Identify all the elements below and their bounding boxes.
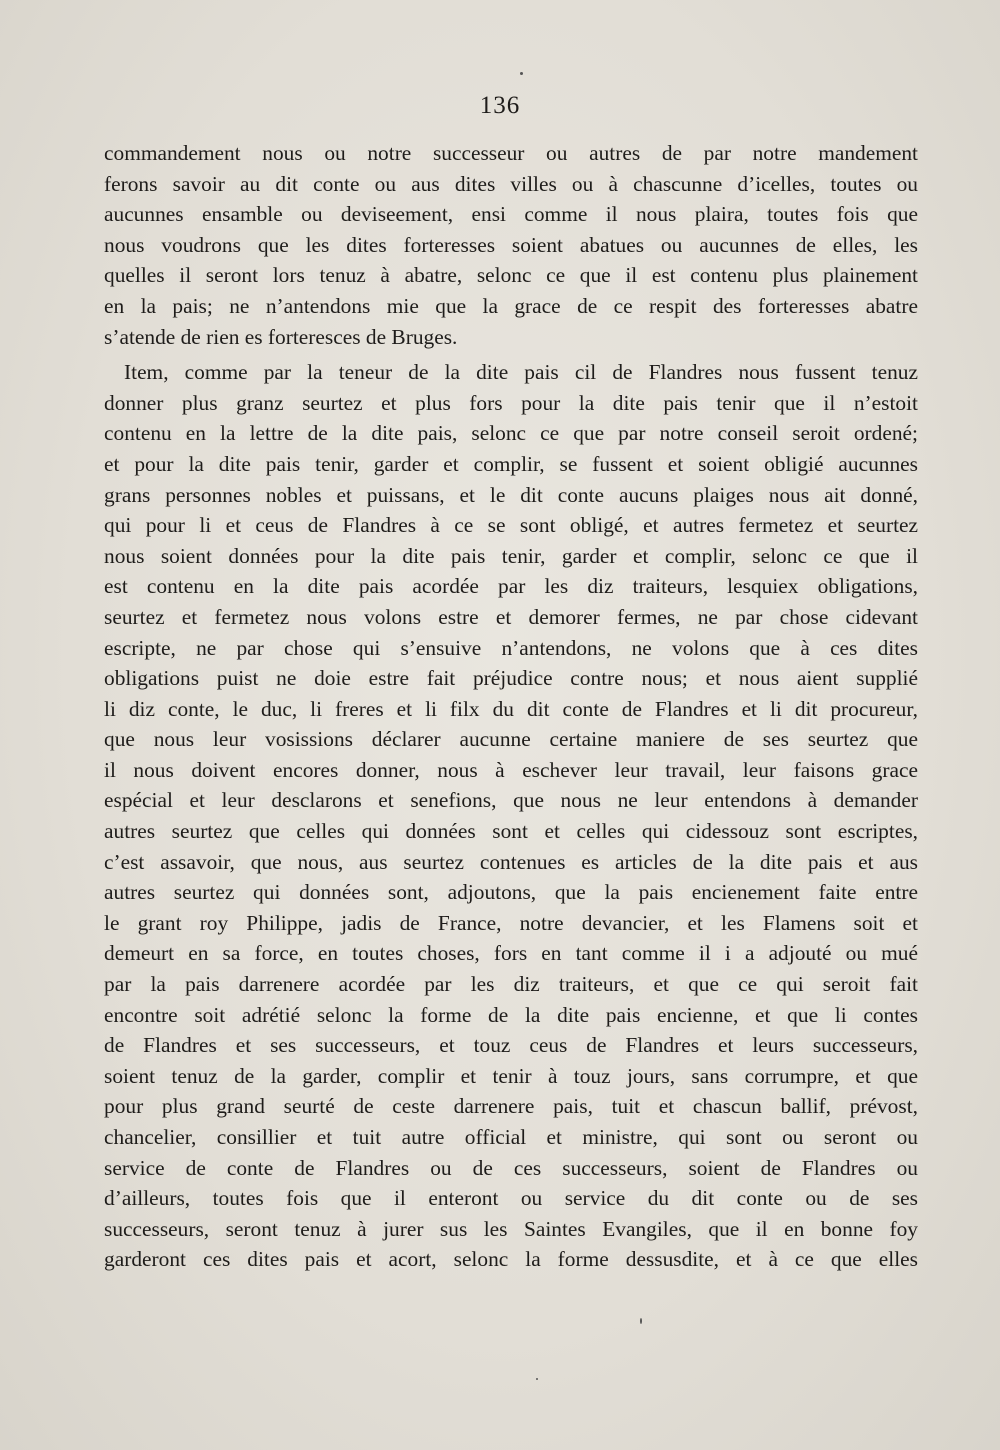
text-line: le grant roy Philippe, jadis de France, notre devancier, et les Flamens soit et [104,910,918,935]
text-line: et pour la dite pais tenir, garder et complir, se fussent et soient obligié aucunnes [104,451,918,476]
text-line: espécial et leur desclarons et senefions, que nous ne leur entendons à demander [104,788,918,813]
text-line: seurtez et fermetez nous volons estre et demorer fermes, ne par chose cidevant [104,604,918,629]
text-line: par la pais darrenere acordée par les diz traiteurs, et que ce qui seroit fait [104,972,918,997]
paragraph-2 [104,357,918,1275]
text-line: commandement nous ou notre successeur ou autres de par notre mandement [104,141,918,165]
text-line: quelles il seront lors tenuz à abatre, selonc ce que il est contenu plus plainement [104,263,918,288]
text-line: soient tenuz de la garder, complir et tenir à touz jours, sans corrumpre, et que [104,1063,918,1088]
paper-speck [640,1318,642,1324]
paper-speck [536,1378,538,1380]
text-line: s’atende de rien es forteresces de Bruges. [104,324,458,349]
text-line: en la pais; ne n’antendons mie que la grace de ce respit des forteresses abatre [104,293,918,318]
text-line: il nous doivent encores donner, nous à eschever leur travail, leur faisons grace [104,757,918,782]
text-line: service de conte de Flandres ou de ces successeurs, soient de Flandres ou [104,1155,918,1180]
paragraph-1 [104,138,918,352]
text-line: grans personnes nobles et puissans, et le dit conte aucuns plaiges nous ait donné, [104,482,918,507]
text-line: obligations puist ne doie estre fait préjudice contre nous; et nous aient supplié [104,666,918,691]
text-line: d’ailleurs, toutes fois que il enteront ou service du dit conte ou de ses [104,1186,918,1211]
text-line: de Flandres et ses successeurs, et touz ceus de Flandres et leurs successeurs, [104,1033,918,1058]
text-line: est contenu en la dite pais acordée par les diz traiteurs, lesquiex obligations, [104,574,918,599]
text-line: autres seurtez qui données sont, adjoutons, que la pais encienement faite entre [104,880,918,905]
text-line: successeurs, seront tenuz à jurer sus les Saintes Evangiles, que il en bonne foy [104,1216,918,1241]
text-line: demeurt en sa force, en toutes choses, fors en tant comme il i a adjouté ou mué [104,941,918,966]
text-line: encontre soit adrétié selonc la forme de la dite pais encienne, et que li contes [104,1002,918,1027]
text-line: que nous leur vosissions déclarer aucunne certaine maniere de ses seurtez que [104,727,918,752]
text-line: nous voudrons que les dites forteresses soient abatues ou aucunnes de elles, les [104,232,918,257]
text-line: Item, comme par la teneur de la dite pais cil de Flandres nous fussent tenuz [124,360,918,385]
text-line: li diz conte, le duc, li freres et li filx du dit conte de Flandres et li dit procureur, [104,696,918,721]
text-line: contenu en la lettre de la dite pais, selonc ce que par notre conseil seroit ordené; [104,421,918,446]
text-line: ferons savoir au dit conte ou aus dites villes ou à chascunne d’icelles, toutes ou [104,171,918,196]
text-line: escripte, ne par chose qui s’ensuive n’antendons, ne volons que à ces dites [104,635,918,660]
text-line: qui pour li et ceus de Flandres à ce se sont obligé, et autres fermetez et seurtez [104,513,918,538]
paper-speck [520,72,523,75]
text-line: c’est assavoir, que nous, aus seurtez contenues es articles de la dite pais et aus [104,849,918,874]
text-line: aucunnes ensamble ou deviseement, ensi comme il nous plaira, toutes fois que [104,202,918,227]
text-line: nous soient données pour la dite pais tenir, garder et complir, selonc ce que il [104,543,918,568]
text-line: garderont ces dites pais et acort, selonc la forme dessusdite, et à ce que elles [104,1247,918,1272]
text-line: donner plus granz seurtez et plus fors pour la dite pais tenir que il n’estoit [104,390,918,415]
body-text [104,138,918,1275]
text-line: chancelier, consillier et tuit autre official et ministre, qui sont ou seront ou [104,1125,918,1149]
text-line: autres seurtez que celles qui données sont et celles qui cidessouz sont escriptes, [104,819,918,844]
page-number: 136 [479,92,521,119]
text-line: pour plus grand seurté de ceste darrenere pais, tuit et chascun ballif, prévost, [104,1094,918,1119]
